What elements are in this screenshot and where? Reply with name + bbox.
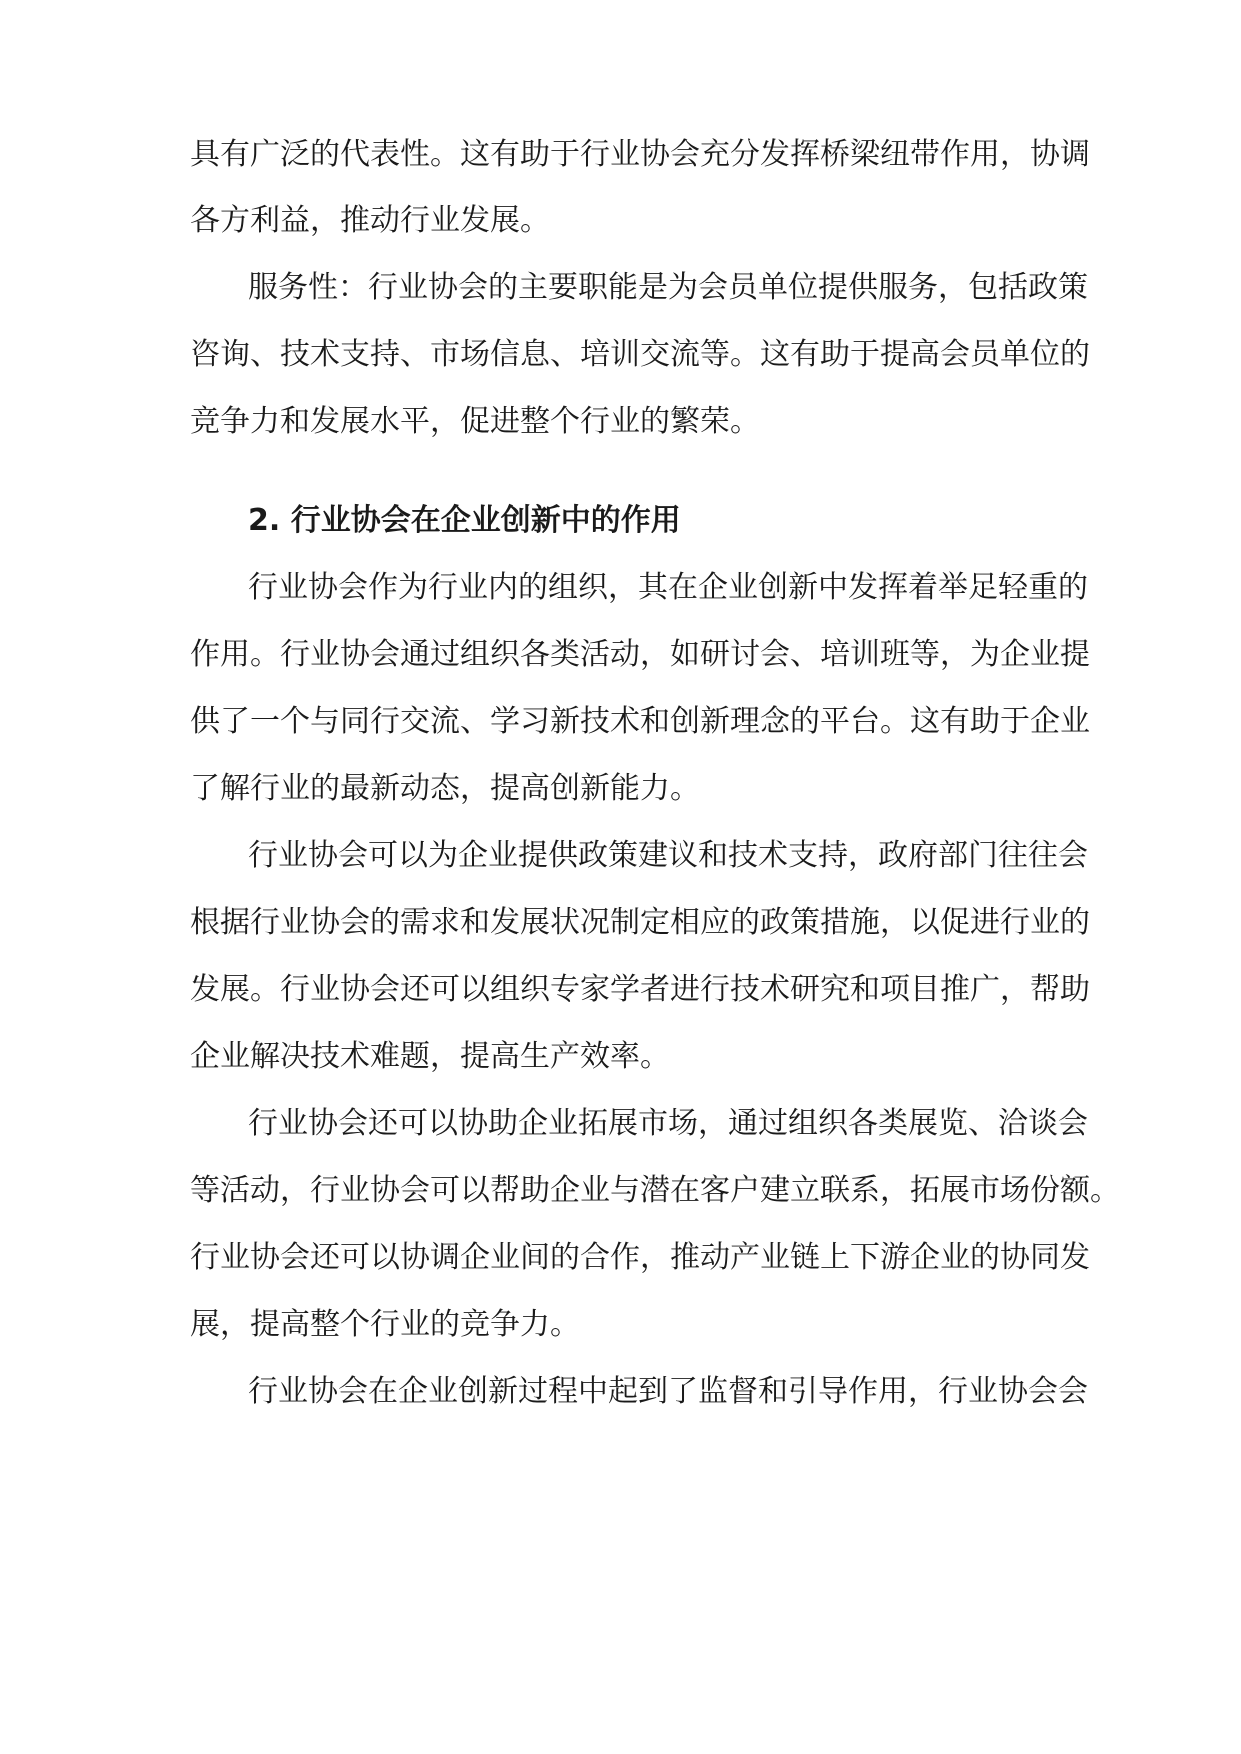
paragraph-line: 行业协会在企业创新过程中起到了监督和引导作用，行业协会会 [248, 1374, 1088, 1409]
paragraph-line: 具有广泛的代表性。这有助于行业协会充分发挥桥梁纽带作用，协调 [190, 137, 1090, 172]
paragraph-line: 行业协会可以为企业提供政策建议和技术支持，政府部门往往会 [248, 838, 1088, 873]
paragraph-line: 供了一个与同行交流、学习新技术和创新理念的平台。这有助于企业 [190, 704, 1090, 739]
paragraph-line: 展，提高整个行业的竞争力。 [190, 1307, 580, 1342]
section-heading: 2. 行业协会在企业创新中的作用 [248, 503, 681, 538]
paragraph-line: 等活动，行业协会可以帮助企业与潜在客户建立联系，拓展市场份额。 [190, 1173, 1120, 1208]
paragraph-line: 咨询、技术支持、市场信息、培训交流等。这有助于提高会员单位的 [190, 337, 1090, 372]
paragraph-line: 了解行业的最新动态，提高创新能力。 [190, 771, 700, 806]
paragraph-line: 作用。行业协会通过组织各类活动，如研讨会、培训班等，为企业提 [190, 637, 1090, 672]
paragraph-line: 企业解决技术难题，提高生产效率。 [190, 1039, 670, 1074]
paragraph-line: 行业协会还可以协助企业拓展市场，通过组织各类展览、洽谈会 [248, 1106, 1088, 1141]
paragraph-line: 竞争力和发展水平，促进整个行业的繁荣。 [190, 404, 760, 439]
paragraph-line: 服务性：行业协会的主要职能是为会员单位提供服务，包括政策 [248, 270, 1088, 305]
paragraph-line: 根据行业协会的需求和发展状况制定相应的政策措施，以促进行业的 [190, 905, 1090, 940]
paragraph-line: 行业协会还可以协调企业间的合作，推动产业链上下游企业的协同发 [190, 1240, 1090, 1275]
paragraph-line: 发展。行业协会还可以组织专家学者进行技术研究和项目推广，帮助 [190, 972, 1090, 1007]
paragraph-line: 行业协会作为行业内的组织，其在企业创新中发挥着举足轻重的 [248, 570, 1088, 605]
paragraph-line: 各方利益，推动行业发展。 [190, 203, 550, 238]
